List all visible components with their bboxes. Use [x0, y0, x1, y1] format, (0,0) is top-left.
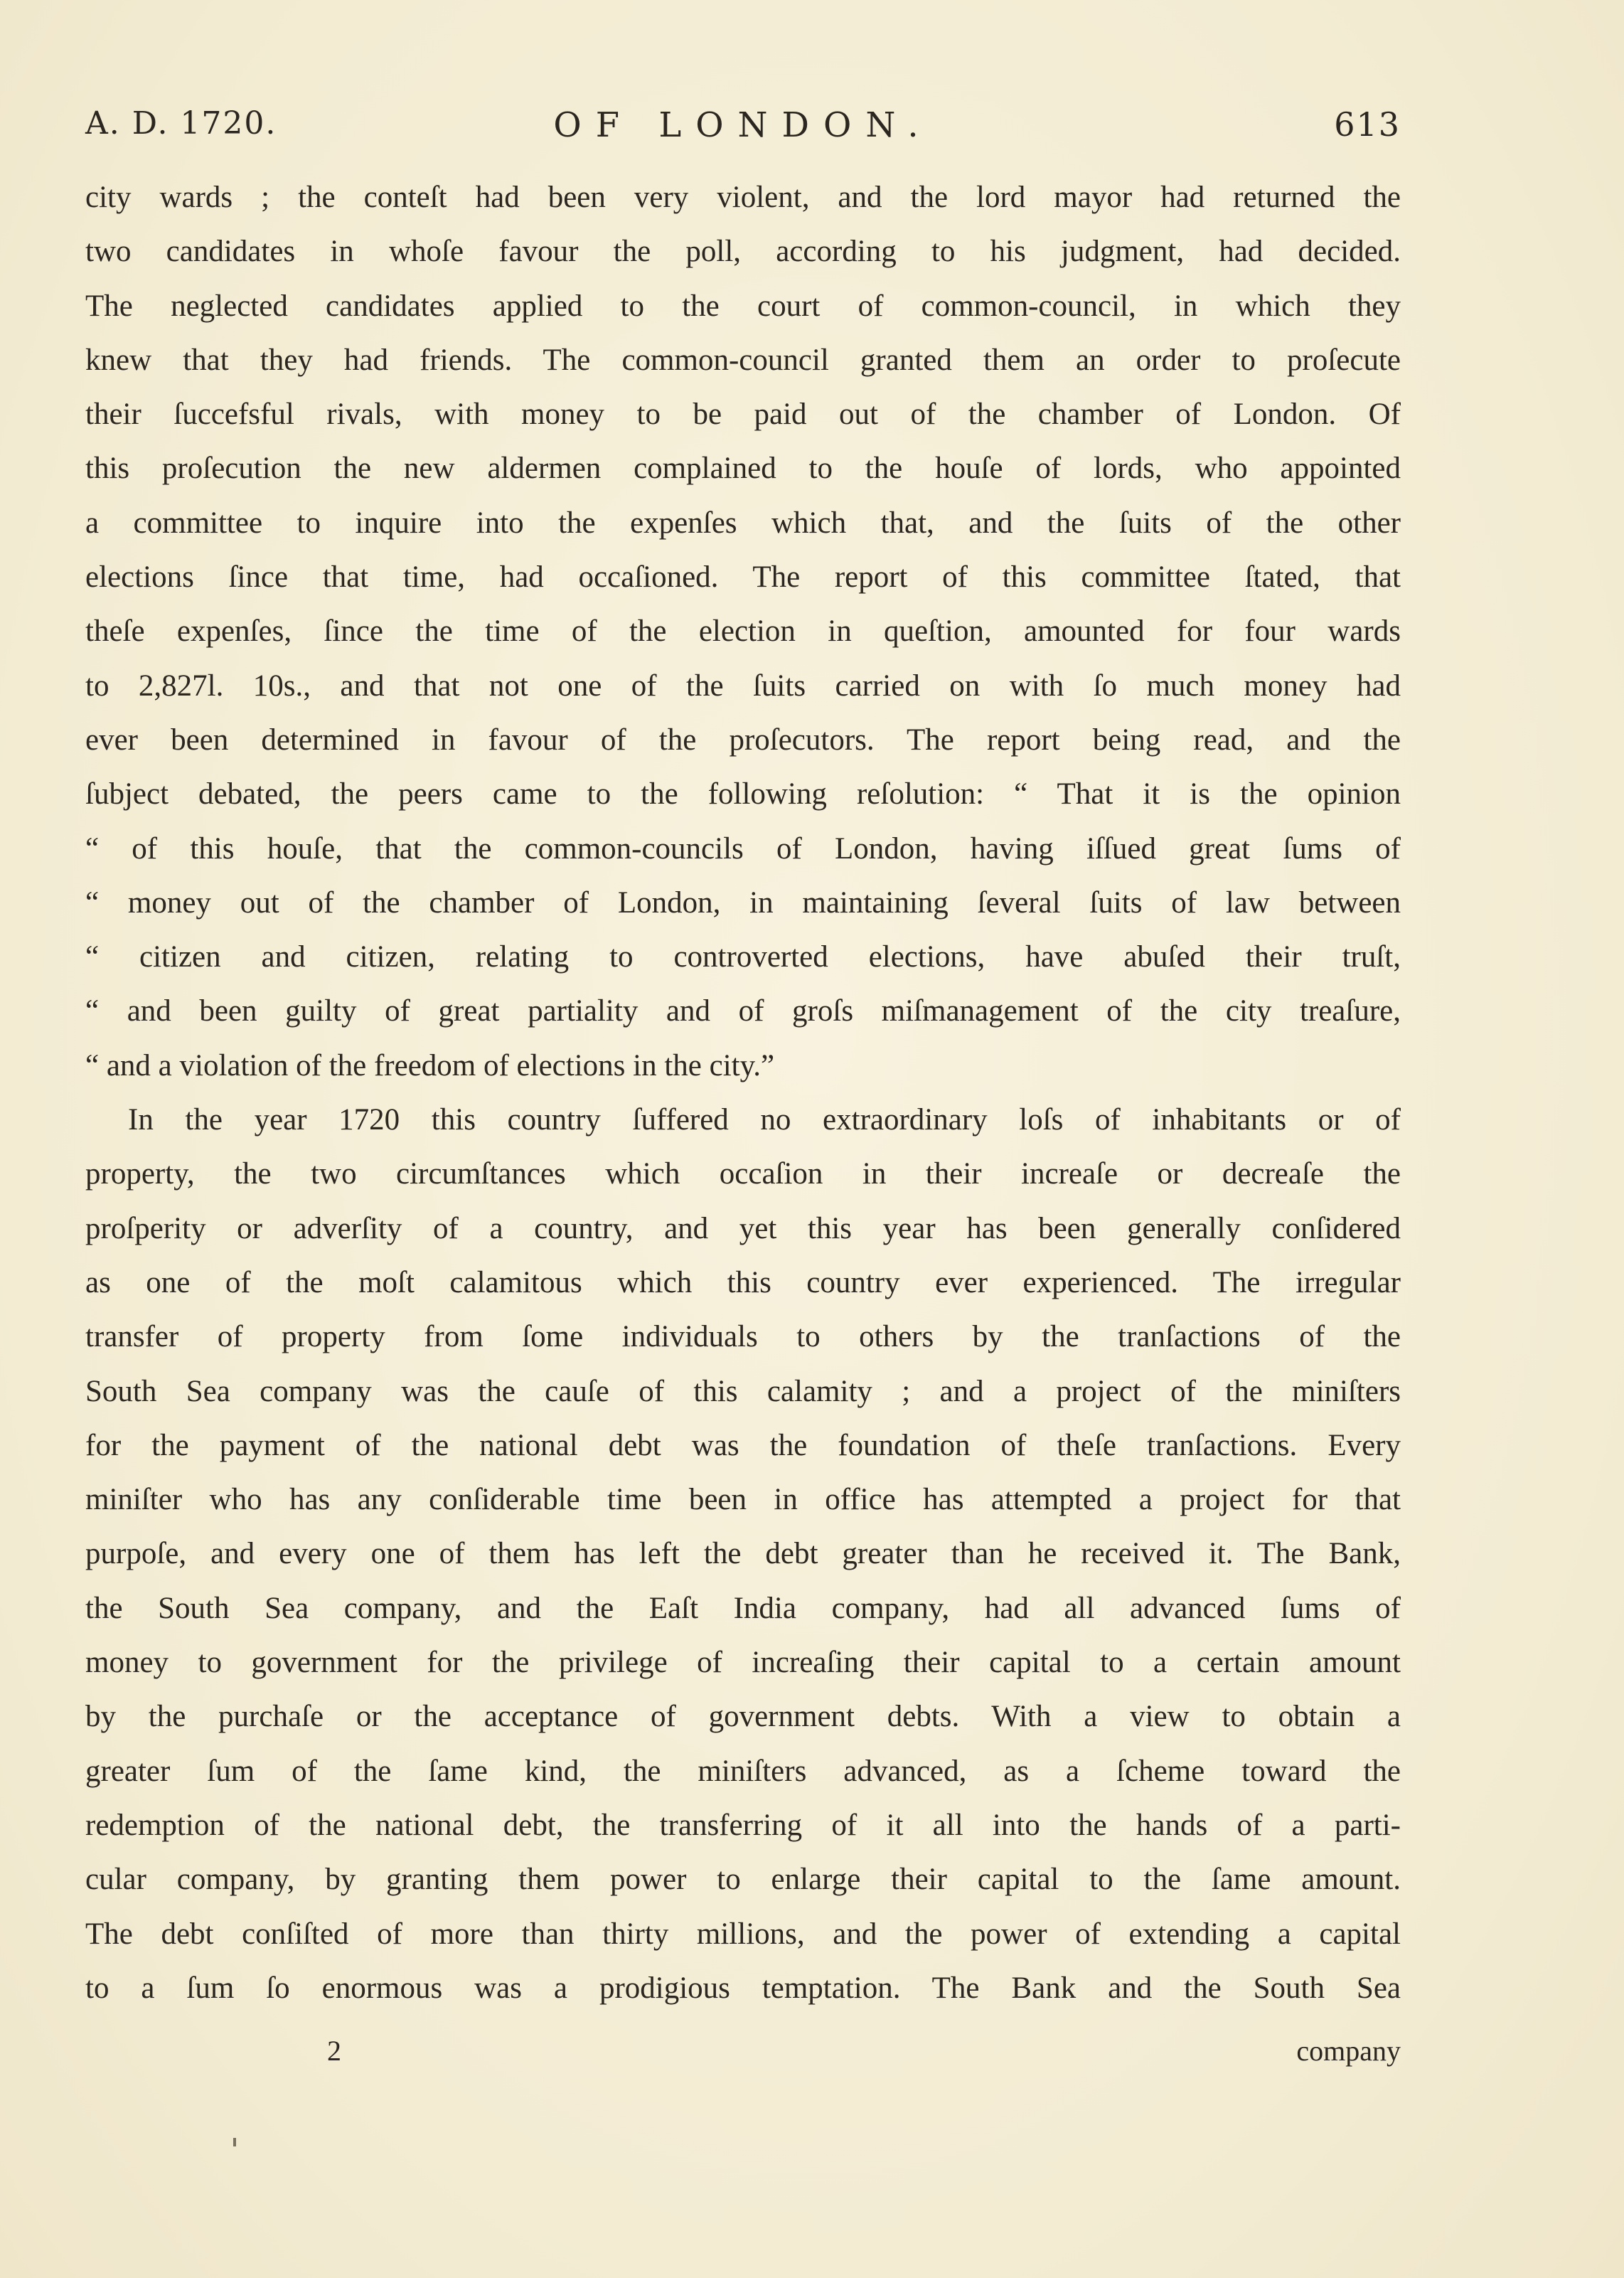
- text-line: property, the two circumſtances which occaſion in their increaſe or decreaſe the: [85, 1157, 1401, 1191]
- catchword: company: [1296, 2035, 1401, 2067]
- text-line: greater ſum of the ſame kind, the miniſters advanced, as a ſcheme toward the: [85, 1754, 1401, 1788]
- text-line: two candidates in whoſe favour the poll, according to his judgment, had decided.: [85, 235, 1401, 269]
- signature-mark: 2: [327, 2035, 341, 2067]
- text-line: transfer of property from ſome individuals to others by the tranſactions of the: [85, 1320, 1401, 1354]
- text-line: by the purchaſe or the acceptance of government debts. With a view to obtain a: [85, 1700, 1401, 1734]
- running-head-year: A. D. 1720.: [85, 105, 277, 142]
- text-line: for the payment of the national debt was the foundation of theſe tranſactions. Every: [85, 1428, 1401, 1462]
- page-number: 613: [1334, 105, 1401, 144]
- running-head: [85, 105, 1401, 148]
- text-line: this proſecution the new aldermen complained to the houſe of lords, who appointed: [85, 452, 1401, 486]
- page-footer: [85, 2034, 1401, 2077]
- text-line: money to government for the privilege of increaſing their capital to a certain amount: [85, 1646, 1401, 1680]
- text-line: redemption of the national debt, the transferring of it all into the hands of a parti-: [85, 1808, 1401, 1842]
- text-line: theſe expenſes, ſince the time of the election in queſtion, amounted for four wards: [85, 614, 1401, 649]
- body-text: [85, 171, 1401, 2016]
- quote-line: “ of this houſe, that the common-councils of London, having iſſued great ſums of: [85, 831, 1401, 866]
- quote-line: “ and been guilty of great partiality and of groſs miſmanagement of the city treaſure,: [85, 994, 1401, 1028]
- paper-speck: [233, 2138, 236, 2146]
- text-line: purpoſe, and every one of them has left the debt greater than he received it. The Bank,: [85, 1537, 1401, 1571]
- text-line: to 2,827l. 10s., and that not one of the ſuits carried on with ſo much money had: [85, 669, 1401, 703]
- text-line: knew that they had friends. The common-council granted them an order to proſecute: [85, 343, 1401, 377]
- text-line: cular company, by granting them power to enlarge their capital to the ſame amount.: [85, 1863, 1401, 1897]
- text-line: proſperity or adverſity of a country, and yet this year has been generally conſidered: [85, 1211, 1401, 1245]
- text-line: miniſter who has any conſiderable time been in office has attempted a project for that: [85, 1483, 1401, 1517]
- running-head-title: OF LONDON.: [553, 105, 933, 145]
- quote-line: “ and a violation of the freedom of elections in the city.”: [85, 1048, 775, 1082]
- text-line: as one of the moſt calamitous which this country ever experienced. The irregular: [85, 1265, 1401, 1299]
- text-line: ſubject debated, the peers came to the following reſolution: “ That it is the opinion: [85, 777, 1401, 811]
- text-line: their ſuccefsful rivals, with money to be paid out of the chamber of London. Of: [85, 398, 1401, 432]
- quote-line: “ citizen and citizen, relating to controverted elections, have abuſed their truſt,: [85, 940, 1401, 974]
- text-line: a committee to inquire into the expenſes which that, and the ſuits of the other: [85, 506, 1401, 540]
- text-line: the South Sea company, and the Eaſt India company, had all advanced ſums of: [85, 1591, 1401, 1625]
- text-line: ever been determined in favour of the proſecutors. The report being read, and the: [85, 723, 1401, 757]
- text-line: to a ſum ſo enormous was a prodigious temptation. The Bank and the South Sea: [85, 1971, 1401, 2005]
- text-line: South Sea company was the cauſe of this calamity ; and a project of the miniſters: [85, 1374, 1401, 1408]
- quote-line: “ money out of the chamber of London, in maintaining ſeveral ſuits of law between: [85, 885, 1401, 920]
- paragraph-first-line: In the year 1720 this country ſuffered no extraordinary loſs of inhabitants or of: [128, 1103, 1401, 1137]
- text-line: The debt conſiſted of more than thirty millions, and the power of extending a capital: [85, 1917, 1401, 1951]
- text-line: The neglected candidates applied to the court of common-council, in which they: [85, 289, 1401, 323]
- text-line: elections ſince that time, had occaſioned. The report of this committee ſtated, that: [85, 560, 1401, 595]
- text-line: city wards ; the conteſt had been very violent, and the lord mayor had returned the: [85, 181, 1401, 214]
